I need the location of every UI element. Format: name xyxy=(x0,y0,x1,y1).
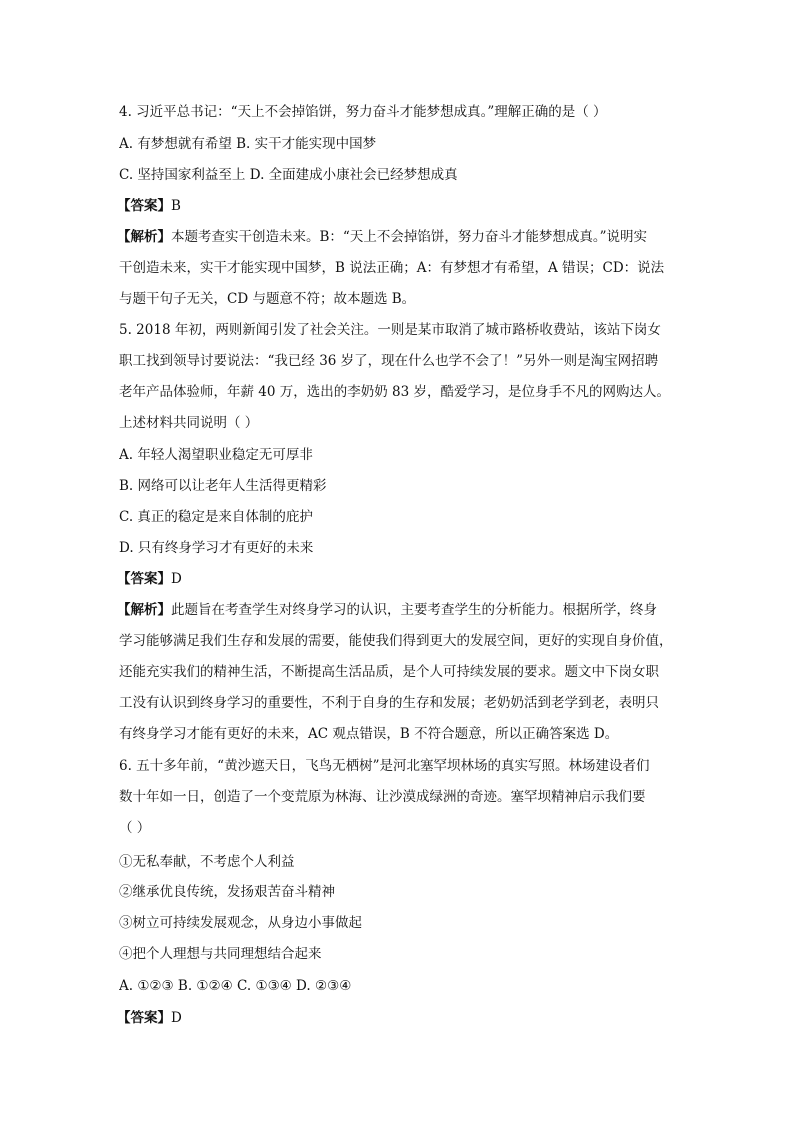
q6-stem-line2: 数十年如一日，创造了一个变荒原为林海、让沙漠成绿洲的奇迹。塞罕坝精神启示我们要 xyxy=(119,789,646,805)
q6-stem-line1: 6. 五十多年前，“黄沙遮天日，飞鸟无栖树”是河北塞罕坝林场的真实写照。林场建设者们 xyxy=(119,758,650,774)
q4-analysis-line3: 与题干句子无关，CD 与题意不符；故本题选 B。 xyxy=(119,291,416,307)
q6-item-4: ④把个人理想与共同理想结合起来 xyxy=(119,946,322,962)
q5-analysis-line5: 有终身学习才能有更好的未来，AC 观点错误，B 不符合题意，所以正确答案选 D。 xyxy=(119,726,619,742)
q5-stem-line1: 5. 2018 年初，两则新闻引发了社会关注。一则是某市取消了城市路桥收费站，该站下岗女 xyxy=(119,322,661,338)
answer-value: B xyxy=(171,198,181,214)
answer-value: D xyxy=(171,571,182,587)
q5-stem-line4: 上述材料共同说明（ ） xyxy=(119,415,259,431)
q5-option-c: C. 真正的稳定是来自体制的庇护 xyxy=(119,509,313,525)
q6-answer xyxy=(117,1008,182,1028)
q5-analysis-line1 xyxy=(117,600,657,620)
analysis-tag: 【解析】 xyxy=(117,602,171,618)
q4-stem: 4. 习近平总书记：“天上不会掉馅饼，努力奋斗才能梦想成真。”理解正确的是（ ） xyxy=(119,104,607,120)
q5-stem-line2: 职工找到领导讨要说法：“我已经 36 岁了，现在什么也学不会了！”另外一则是淘宝网招聘 xyxy=(119,353,659,369)
q6-stem-line3: （ ） xyxy=(119,820,151,836)
q6-item-1: ①无私奉献，不考虑个人利益 xyxy=(119,854,295,870)
q4-options-line2: C. 坚持国家利益至上 D. 全面建成小康社会已经梦想成真 xyxy=(119,167,458,183)
analysis-text: 本题考查实干创造未来。B：“天上不会掉馅饼，努力奋斗才能梦想成真。”说明实 xyxy=(171,229,647,245)
q5-answer xyxy=(117,569,182,589)
q5-analysis-line4: 工没有认识到终身学习的重要性，不利于自身的生存和发展；老奶奶活到老学到老，表明只 xyxy=(119,695,659,711)
answer-tag: 【答案】 xyxy=(117,571,171,587)
q5-analysis-line3: 还能充实我们的精神生活，不断提高生活品质，是个人可持续发展的要求。题文中下岗女职 xyxy=(119,664,659,680)
q5-option-d: D. 只有终身学习才有更好的未来 xyxy=(119,540,314,556)
q4-analysis-line2: 干创造未来，实干才能实现中国梦，B 说法正确；A：有梦想才有希望，A 错误；CD：说法 xyxy=(119,260,665,276)
analysis-text: 此题旨在考查学生对终身学习的认识，主要考查学生的分析能力。根据所学，终身 xyxy=(171,602,657,618)
q6-options: A. ①②③ B. ①②④ C. ①③④ D. ②③④ xyxy=(119,978,352,994)
answer-value: D xyxy=(171,1010,182,1026)
answer-tag: 【答案】 xyxy=(117,1010,171,1026)
q5-analysis-line2: 学习能够满足我们生存和发展的需要，能使我们得到更大的发展空间，更好的实现自身价值， xyxy=(119,633,673,649)
q6-item-2: ②继承优良传统，发扬艰苦奋斗精神 xyxy=(119,884,335,900)
q4-analysis-line1 xyxy=(117,227,647,247)
q6-item-3: ③树立可持续发展观念，从身边小事做起 xyxy=(119,915,362,931)
analysis-tag: 【解析】 xyxy=(117,229,171,245)
q4-answer xyxy=(117,196,181,216)
q4-options-line1: A. 有梦想就有希望 B. 实干才能实现中国梦 xyxy=(119,136,377,152)
q5-option-a: A. 年轻人渴望职业稳定无可厚非 xyxy=(119,447,313,463)
q5-stem-line3: 老年产品体验师，年薪 40 万，选出的李奶奶 83 岁，酷爱学习，是位身手不凡的网购达人。 xyxy=(119,384,671,400)
q5-option-b: B. 网络可以让老年人生活得更精彩 xyxy=(119,478,327,494)
answer-tag: 【答案】 xyxy=(117,198,171,214)
